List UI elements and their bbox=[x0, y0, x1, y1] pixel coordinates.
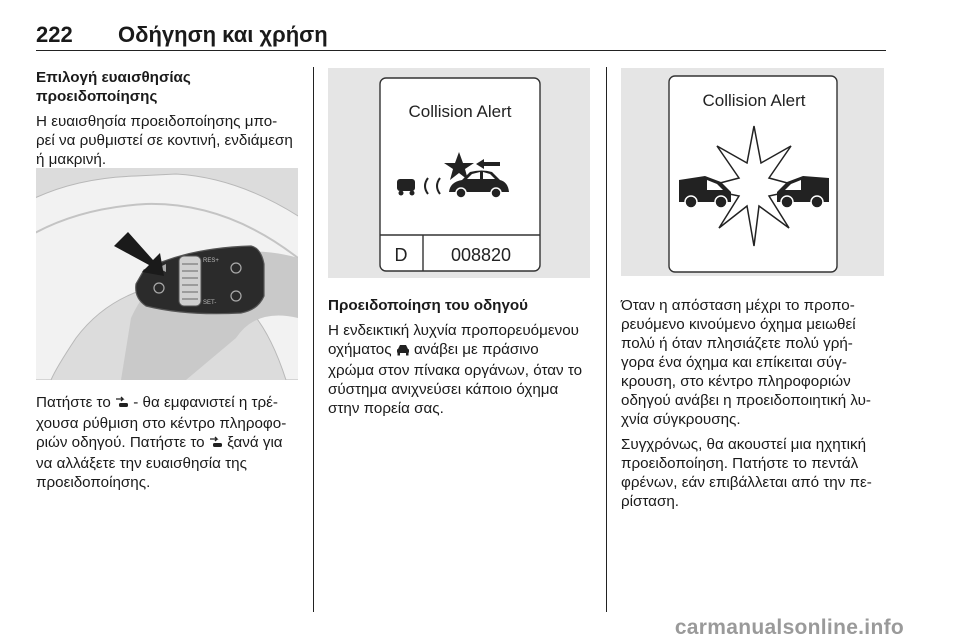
steering-wheel-illustration bbox=[36, 168, 298, 380]
chapter-title: Οδήγηση και χρήση bbox=[118, 22, 328, 47]
collision-alert-display-figure bbox=[621, 68, 884, 276]
column-divider bbox=[606, 67, 607, 612]
column-left bbox=[36, 68, 304, 175]
driver-warning-heading: Προειδοποίηση του οδηγού bbox=[328, 297, 529, 314]
column-right-text bbox=[621, 296, 889, 517]
sensitivity-button-icon bbox=[209, 435, 223, 454]
display-title: Collision Alert bbox=[702, 91, 806, 110]
collision-paragraph: Όταν η απόσταση μέχρι το προπο- ρευόμενο κινούμενο όχημα μειωθεί πολύ ή όταν πλησιάζετε πολύ γρή- γορα ένα όχημα και επίκειται σύγ- κρουση, στο κέντρο πληροφοριών οδηγού ανάβει η προειδοποιητική λυ- χνία σύγκρουσης. bbox=[621, 297, 871, 428]
page-number: 222 bbox=[36, 22, 73, 47]
page-header bbox=[36, 18, 886, 51]
instruction-text: Πατήστε το - θα εμφανιστεί η τρέ- χουσα ρύθμιση στο κέντρο πληροφο- ριών οδηγού. Πατήστε το ξανά για να αλλάξετε την ευαισθησία της προειδοποίησης. bbox=[36, 394, 287, 491]
steering-wheel-figure bbox=[36, 168, 298, 380]
display-code-letter: D bbox=[394, 245, 408, 265]
audible-warning-paragraph: Συγχρόνως, θα ακουστεί μια ηχητική προειδοποίηση. Πατήστε το πεντάλ φρένων, εάν επιβάλλεται από την πε- ρίσταση. bbox=[621, 436, 872, 510]
section-heading: Επιλογή ευαισθησίας προειδοποίησης bbox=[36, 69, 191, 105]
display-code: 008820 bbox=[450, 245, 512, 265]
set-label: SET- bbox=[203, 300, 217, 306]
car-front-icon bbox=[396, 342, 410, 361]
sensitivity-button-icon bbox=[115, 395, 129, 414]
collision-alert-indicator-figure bbox=[328, 68, 590, 278]
res-label: RES+ bbox=[203, 258, 219, 264]
intro-text: Η ευαισθησία προειδοποίησης μπο- ρεί να ρυθμιστεί σε κοντινή, ενδιάμεση ή μακρινή. bbox=[36, 113, 293, 168]
column-middle-text: Προειδοποίηση του οδηγού Η ενδεικτική λυχνία προπορευόμενου οχήματος ανάβει με πράσινο χρώμα στον πίνακα οργάνων, όταν το σύστημα ανιχνεύσει κάποιο όχημα στην πορεία σας. bbox=[328, 296, 598, 424]
display-title: Collision Alert bbox=[408, 102, 512, 121]
watermark: carmanualsonline.info bbox=[674, 616, 904, 639]
column-divider bbox=[313, 67, 314, 612]
